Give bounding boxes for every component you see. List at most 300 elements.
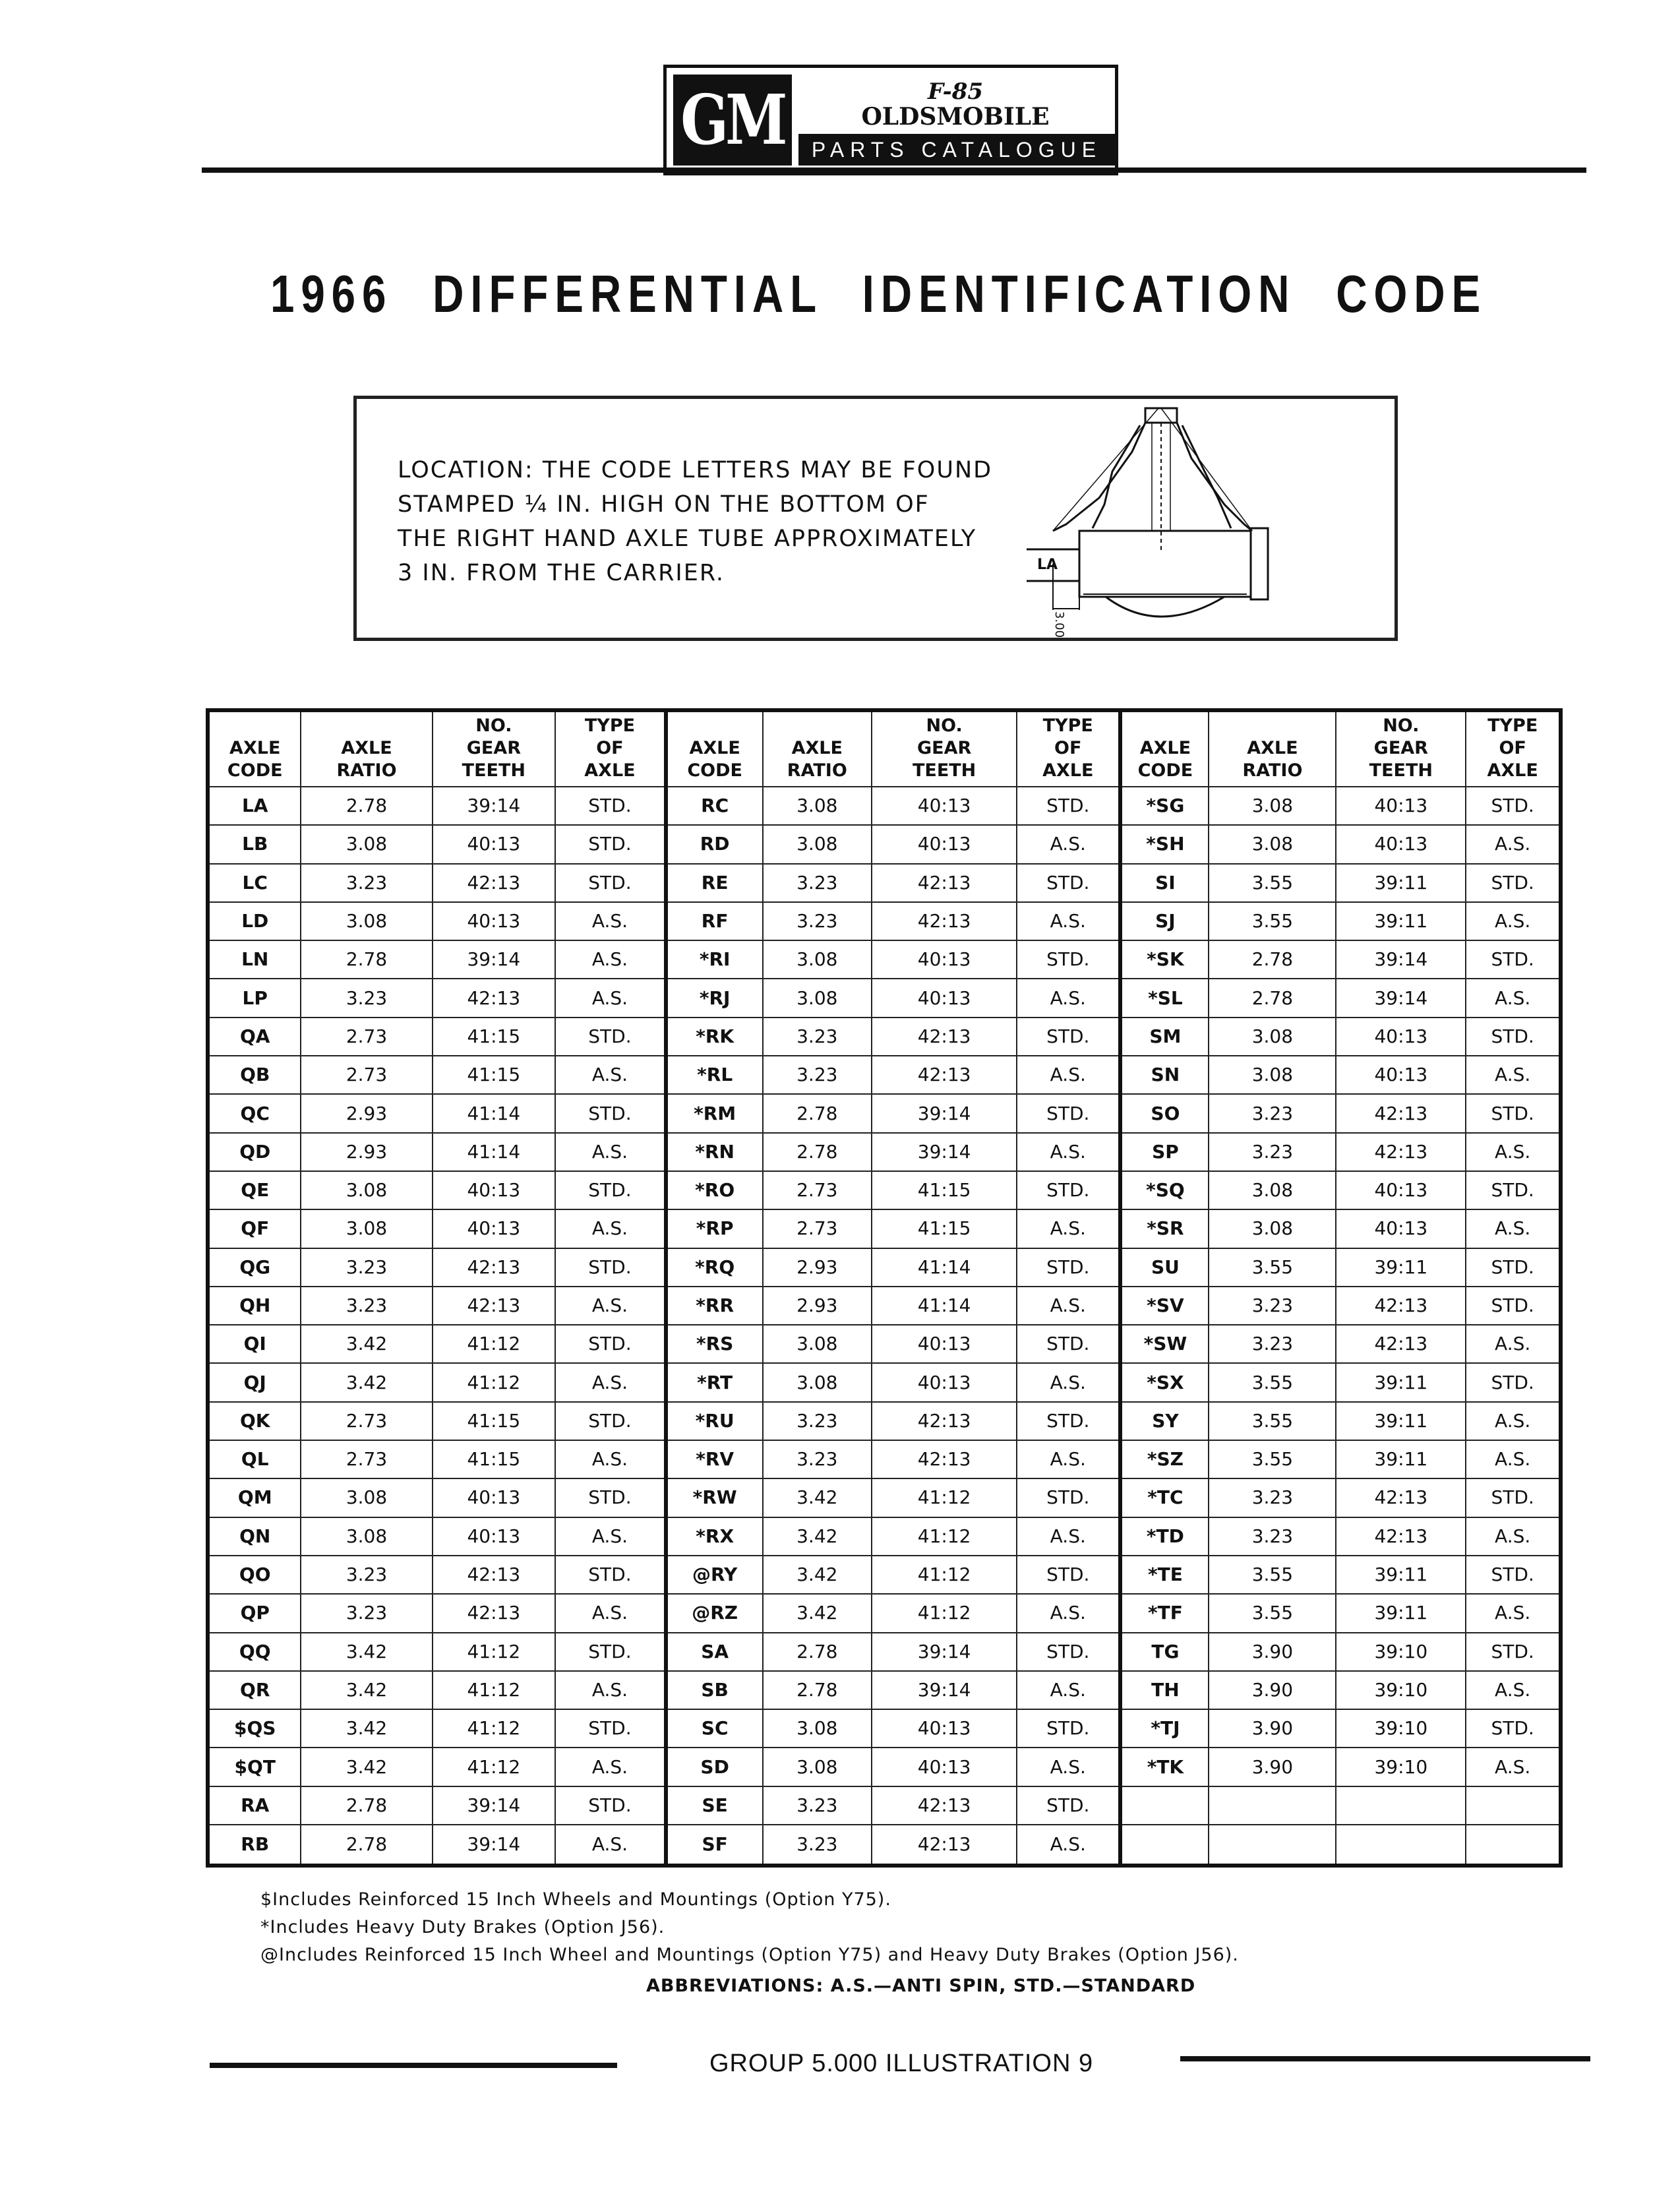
gear-teeth-cell: 40:13 <box>1336 787 1466 825</box>
gear-teeth-cell: 41:12 <box>872 1556 1017 1594</box>
column-header <box>872 710 1017 787</box>
column-header <box>1017 710 1120 787</box>
column-header-line: GEAR <box>916 738 972 758</box>
axle-type-cell: STD. <box>1466 1478 1561 1517</box>
axle-code-cell: *SX <box>1120 1363 1209 1401</box>
axle-code-cell: *RQ <box>666 1248 763 1287</box>
column-header-line: TYPE <box>584 715 636 736</box>
table-row <box>208 1825 1561 1866</box>
gear-teeth-cell: 40:13 <box>433 1478 556 1517</box>
axle-type-cell: STD. <box>1017 1171 1120 1209</box>
axle-type-cell <box>1466 1786 1561 1825</box>
axle-code-cell: *RU <box>666 1402 763 1440</box>
gear-teeth-cell: 40:13 <box>1336 825 1466 863</box>
axle-ratio-cell: 3.42 <box>763 1556 872 1594</box>
gear-teeth-cell: 42:13 <box>1336 1517 1466 1556</box>
axle-ratio-cell: 3.55 <box>1209 1440 1336 1478</box>
axle-code-cell: SN <box>1120 1056 1209 1094</box>
axle-type-cell: A.S. <box>555 1363 666 1401</box>
axle-code-cell: LN <box>208 940 301 979</box>
axle-code-cell: QQ <box>208 1633 301 1671</box>
axle-ratio-cell: 2.93 <box>763 1287 872 1325</box>
gear-teeth-cell: 40:13 <box>1336 1056 1466 1094</box>
f85-logo-text: F-85 <box>927 78 984 105</box>
gear-teeth-cell: 40:13 <box>433 825 556 863</box>
axle-type-cell: A.S. <box>1466 979 1561 1017</box>
column-header-line: AXLE <box>689 738 740 758</box>
axle-code-cell: QD <box>208 1133 301 1171</box>
gear-teeth-cell: 41:12 <box>433 1633 556 1671</box>
axle-ratio-cell: 3.90 <box>1209 1671 1336 1709</box>
axle-ratio-cell: 3.08 <box>301 825 432 863</box>
axle-ratio-cell: 3.08 <box>763 825 872 863</box>
axle-type-cell: A.S. <box>1017 1056 1120 1094</box>
axle-ratio-cell: 3.08 <box>301 1209 432 1248</box>
axle-type-cell: STD. <box>1466 1363 1561 1401</box>
gear-teeth-cell: 40:13 <box>1336 1018 1466 1056</box>
gear-teeth-cell: 39:11 <box>1336 1248 1466 1287</box>
table-row <box>208 902 1561 940</box>
axle-ratio-cell: 2.78 <box>301 1825 432 1866</box>
gear-teeth-cell: 39:14 <box>433 940 556 979</box>
gear-teeth-cell: 42:13 <box>1336 1133 1466 1171</box>
gear-teeth-cell: 42:13 <box>872 902 1017 940</box>
column-header-line: RATIO <box>1242 760 1303 781</box>
axle-code-cell: *TC <box>1120 1478 1209 1517</box>
axle-ratio-cell: 3.42 <box>301 1325 432 1363</box>
axle-code-cell: @RZ <box>666 1594 763 1632</box>
table-row <box>208 1325 1561 1363</box>
axle-type-cell <box>1466 1825 1561 1866</box>
axle-ratio-cell: 3.42 <box>301 1671 432 1709</box>
gear-teeth-cell: 39:14 <box>872 1094 1017 1132</box>
axle-ratio-cell: 3.55 <box>1209 1556 1336 1594</box>
gear-teeth-cell: 42:13 <box>1336 1094 1466 1132</box>
column-header-line: AXLE <box>1487 760 1538 781</box>
gear-teeth-cell: 39:11 <box>1336 864 1466 902</box>
axle-type-cell: A.S. <box>1017 1209 1120 1248</box>
gear-teeth-cell: 41:15 <box>433 1440 556 1478</box>
table-row <box>208 940 1561 979</box>
location-line: 3 IN. FROM THE CARRIER. <box>398 560 725 586</box>
gear-teeth-cell: 39:14 <box>433 1825 556 1866</box>
axle-code-cell: *RR <box>666 1287 763 1325</box>
column-header-line: AXLE <box>1247 738 1298 758</box>
axle-code-cell: LB <box>208 825 301 863</box>
column-header-line: AXLE <box>791 738 843 758</box>
axle-type-cell: A.S. <box>1466 1325 1561 1363</box>
axle-code-cell: QK <box>208 1402 301 1440</box>
axle-ratio-cell: 3.42 <box>301 1363 432 1401</box>
axle-ratio-cell: 2.78 <box>301 1786 432 1825</box>
gear-teeth-cell: 39:10 <box>1336 1633 1466 1671</box>
axle-code-cell: *TD <box>1120 1517 1209 1556</box>
gear-teeth-cell: 40:13 <box>872 787 1017 825</box>
gear-teeth-cell: 42:13 <box>433 1556 556 1594</box>
axle-ratio-cell: 3.23 <box>763 1402 872 1440</box>
axle-code-cell: *RS <box>666 1325 763 1363</box>
axle-code-cell: QJ <box>208 1363 301 1401</box>
axle-code-cell: QO <box>208 1556 301 1594</box>
gear-teeth-cell: 42:13 <box>433 979 556 1017</box>
axle-type-cell: STD. <box>1466 1556 1561 1594</box>
column-header-line: NO. <box>475 715 512 736</box>
column-header-line: NO. <box>1383 715 1420 736</box>
axle-code-cell: RA <box>208 1786 301 1825</box>
gear-teeth-cell <box>1336 1825 1466 1866</box>
axle-ratio-cell: 2.78 <box>763 1671 872 1709</box>
axle-housing-diagram <box>1027 399 1396 638</box>
axle-ratio-cell: 3.55 <box>1209 1594 1336 1632</box>
footnote-at: @Includes Reinforced 15 Inch Wheel and Mountings (Option Y75) and Heavy Duty Brakes (Option J56). <box>260 1945 1239 1965</box>
axle-type-cell: A.S. <box>555 1209 666 1248</box>
column-header-line: RATIO <box>336 760 397 781</box>
column-header <box>433 710 556 787</box>
axle-code-cell: TH <box>1120 1671 1209 1709</box>
axle-code-cell: *SK <box>1120 940 1209 979</box>
column-header-line: AXLE <box>341 738 392 758</box>
gm-oldsmobile-logo <box>663 65 1118 175</box>
gear-teeth-cell: 39:14 <box>872 1633 1017 1671</box>
gear-teeth-cell: 40:13 <box>872 1748 1017 1786</box>
axle-code-cell: *TJ <box>1120 1709 1209 1748</box>
axle-type-cell: A.S. <box>1466 1748 1561 1786</box>
axle-code-cell: SO <box>1120 1094 1209 1132</box>
table-row <box>208 1671 1561 1709</box>
gear-teeth-cell: 39:14 <box>872 1133 1017 1171</box>
table-row <box>208 1056 1561 1094</box>
axle-code-cell: RD <box>666 825 763 863</box>
axle-code-cell: *RX <box>666 1517 763 1556</box>
gear-teeth-cell <box>1336 1786 1466 1825</box>
axle-type-cell: STD. <box>555 1018 666 1056</box>
axle-code-cell: SB <box>666 1671 763 1709</box>
axle-code-cell: *TE <box>1120 1556 1209 1594</box>
column-header <box>301 710 432 787</box>
axle-type-cell: A.S. <box>1466 1402 1561 1440</box>
axle-type-cell: A.S. <box>1017 902 1120 940</box>
axle-type-cell: A.S. <box>1017 1287 1120 1325</box>
gear-teeth-cell: 41:15 <box>433 1018 556 1056</box>
footer-caption: GROUP 5.000 ILLUSTRATION 9 <box>709 2050 1094 2077</box>
axle-type-cell: A.S. <box>1017 1517 1120 1556</box>
footer-rule-right <box>1180 2056 1590 2061</box>
gear-teeth-cell: 42:13 <box>872 1440 1017 1478</box>
axle-type-cell: A.S. <box>1017 1825 1120 1866</box>
axle-ratio-cell: 3.90 <box>1209 1748 1336 1786</box>
axle-type-cell: STD. <box>555 1325 666 1363</box>
axle-ratio-cell: 3.23 <box>1209 1325 1336 1363</box>
axle-type-cell: STD. <box>1017 940 1120 979</box>
gear-teeth-cell: 40:13 <box>872 1363 1017 1401</box>
axle-code-cell: *RV <box>666 1440 763 1478</box>
axle-code-cell <box>1120 1825 1209 1866</box>
gear-teeth-cell: 40:13 <box>872 1325 1017 1363</box>
axle-type-cell: A.S. <box>555 979 666 1017</box>
gear-teeth-cell: 40:13 <box>872 1709 1017 1748</box>
gear-teeth-cell: 40:13 <box>433 1209 556 1248</box>
column-header-line: TYPE <box>1487 715 1538 736</box>
axle-ratio-cell: 2.78 <box>301 787 432 825</box>
gear-teeth-cell: 40:13 <box>1336 1171 1466 1209</box>
gear-teeth-cell: 42:13 <box>872 864 1017 902</box>
column-header-line: GEAR <box>1373 738 1428 758</box>
axle-code-cell: *RO <box>666 1171 763 1209</box>
axle-code-cell: QM <box>208 1478 301 1517</box>
table-row <box>208 1556 1561 1594</box>
table-row <box>208 1594 1561 1632</box>
column-header-line: OF <box>1054 738 1082 758</box>
axle-ratio-cell: 2.93 <box>763 1248 872 1287</box>
axle-code-cell: SJ <box>1120 902 1209 940</box>
axle-ratio-cell: 3.23 <box>1209 1287 1336 1325</box>
axle-code-cell: QC <box>208 1094 301 1132</box>
axle-ratio-cell: 3.08 <box>1209 1171 1336 1209</box>
parts-catalogue-band: PARTS CATALOGUE <box>798 134 1115 166</box>
axle-ratio-cell: 2.73 <box>763 1209 872 1248</box>
axle-ratio-cell: 3.08 <box>763 787 872 825</box>
gear-teeth-cell: 40:13 <box>1336 1209 1466 1248</box>
gear-teeth-cell: 41:12 <box>872 1478 1017 1517</box>
column-header-line: CODE <box>227 760 283 781</box>
axle-type-cell: STD. <box>555 1248 666 1287</box>
axle-ratio-cell <box>1209 1786 1336 1825</box>
column-header-line: CODE <box>687 760 742 781</box>
table-row <box>208 1748 1561 1786</box>
gear-teeth-cell: 39:11 <box>1336 1440 1466 1478</box>
gear-teeth-cell: 41:12 <box>433 1748 556 1786</box>
axle-code-cell: QH <box>208 1287 301 1325</box>
axle-type-cell: STD. <box>555 864 666 902</box>
axle-ratio-cell: 3.08 <box>1209 1018 1336 1056</box>
axle-ratio-cell: 3.08 <box>763 1363 872 1401</box>
axle-ratio-cell: 3.08 <box>763 979 872 1017</box>
diagram-dimension-label: 3.00 <box>1052 611 1066 638</box>
axle-type-cell: A.S. <box>1017 1363 1120 1401</box>
axle-code-cell: QI <box>208 1325 301 1363</box>
axle-ratio-cell: 3.42 <box>763 1594 872 1632</box>
gear-teeth-cell: 42:13 <box>433 1248 556 1287</box>
axle-code-cell: SF <box>666 1825 763 1866</box>
axle-type-cell: STD. <box>1466 940 1561 979</box>
gear-teeth-cell: 42:13 <box>1336 1287 1466 1325</box>
column-header-line: OF <box>1499 738 1526 758</box>
column-header-line: AXLE <box>1139 738 1191 758</box>
axle-code-cell: SD <box>666 1748 763 1786</box>
gear-teeth-cell: 40:13 <box>433 1171 556 1209</box>
axle-code-cell: LD <box>208 902 301 940</box>
axle-type-cell: STD. <box>1017 1633 1120 1671</box>
gear-teeth-cell: 40:13 <box>433 1517 556 1556</box>
differential-code-table <box>206 708 1563 1868</box>
oldsmobile-catalogue-badge <box>802 75 1108 166</box>
table-row <box>208 1018 1561 1056</box>
axle-type-cell: STD. <box>1017 1709 1120 1748</box>
axle-code-cell: SP <box>1120 1133 1209 1171</box>
axle-type-cell: A.S. <box>1466 1133 1561 1171</box>
axle-ratio-cell: 2.93 <box>301 1133 432 1171</box>
axle-code-cell: *SH <box>1120 825 1209 863</box>
axle-type-cell: STD. <box>555 1402 666 1440</box>
axle-ratio-cell: 3.42 <box>301 1748 432 1786</box>
axle-type-cell: A.S. <box>1017 1133 1120 1171</box>
gear-teeth-cell: 41:14 <box>433 1094 556 1132</box>
axle-type-cell: A.S. <box>1017 825 1120 863</box>
axle-type-cell: STD. <box>555 1786 666 1825</box>
location-line: LOCATION: THE CODE LETTERS MAY BE FOUND <box>398 457 993 483</box>
column-header <box>1120 710 1209 787</box>
axle-type-cell: STD. <box>555 1709 666 1748</box>
gear-teeth-cell: 41:12 <box>433 1709 556 1748</box>
table-row <box>208 1478 1561 1517</box>
axle-ratio-cell: 3.55 <box>1209 902 1336 940</box>
axle-ratio-cell: 3.23 <box>1209 1094 1336 1132</box>
axle-type-cell: STD. <box>555 1633 666 1671</box>
axle-type-cell: A.S. <box>555 1133 666 1171</box>
axle-type-cell: STD. <box>555 1094 666 1132</box>
gear-teeth-cell: 39:14 <box>433 1786 556 1825</box>
axle-code-cell: SM <box>1120 1018 1209 1056</box>
footer-rule-left <box>210 2063 617 2068</box>
axle-ratio-cell: 3.23 <box>763 1056 872 1094</box>
column-header-line: CODE <box>1137 760 1193 781</box>
gear-teeth-cell: 41:12 <box>433 1363 556 1401</box>
column-header <box>1336 710 1466 787</box>
axle-type-cell: STD. <box>1017 1556 1120 1594</box>
gear-teeth-cell: 42:13 <box>433 864 556 902</box>
gear-teeth-cell: 41:15 <box>433 1056 556 1094</box>
table-row <box>208 1402 1561 1440</box>
axle-ratio-cell: 2.73 <box>301 1440 432 1478</box>
axle-type-cell: A.S. <box>555 1517 666 1556</box>
axle-code-cell: TG <box>1120 1633 1209 1671</box>
table-row <box>208 787 1561 825</box>
axle-type-cell: STD. <box>1017 1325 1120 1363</box>
table-body <box>208 787 1561 1866</box>
column-header <box>666 710 763 787</box>
axle-type-cell: A.S. <box>555 1056 666 1094</box>
axle-code-cell: QP <box>208 1594 301 1632</box>
axle-type-cell: A.S. <box>1466 1671 1561 1709</box>
axle-type-cell: STD. <box>1017 1018 1120 1056</box>
axle-code-cell: QR <box>208 1671 301 1709</box>
axle-code-cell: SU <box>1120 1248 1209 1287</box>
page-title: 1966 DIFFERENTIAL IDENTIFICATION CODE <box>270 264 1487 323</box>
gear-teeth-cell: 41:12 <box>433 1671 556 1709</box>
axle-code-cell: LA <box>208 787 301 825</box>
axle-ratio-cell: 3.08 <box>1209 787 1336 825</box>
diagram-code-label: LA <box>1037 557 1058 573</box>
axle-type-cell: A.S. <box>555 1671 666 1709</box>
location-note-box <box>353 396 1398 641</box>
column-header-line: AXLE <box>584 760 636 781</box>
gear-teeth-cell: 41:15 <box>433 1402 556 1440</box>
gear-teeth-cell: 39:11 <box>1336 1402 1466 1440</box>
axle-code-cell: @RY <box>666 1556 763 1594</box>
axle-ratio-cell: 3.08 <box>1209 1209 1336 1248</box>
table-row <box>208 1287 1561 1325</box>
gear-teeth-cell: 41:12 <box>872 1517 1017 1556</box>
axle-code-cell: RF <box>666 902 763 940</box>
axle-type-cell: STD. <box>1466 1709 1561 1748</box>
column-header-line: TEETH <box>1369 760 1433 781</box>
axle-ratio-cell: 2.78 <box>301 940 432 979</box>
abbreviations-line: ABBREVIATIONS: A.S.—ANTI SPIN, STD.—STANDARD <box>646 1976 1196 1996</box>
axle-code-cell: SC <box>666 1709 763 1748</box>
gear-teeth-cell: 39:14 <box>1336 940 1466 979</box>
column-header-line: NO. <box>926 715 963 736</box>
table-row <box>208 1440 1561 1478</box>
axle-type-cell: A.S. <box>555 1594 666 1632</box>
axle-ratio-cell: 3.23 <box>301 864 432 902</box>
axle-type-cell: STD. <box>1466 1248 1561 1287</box>
column-header-line: TEETH <box>462 760 525 781</box>
location-line: STAMPED ¼ IN. HIGH ON THE BOTTOM OF <box>398 491 930 518</box>
axle-ratio-cell: 3.23 <box>301 979 432 1017</box>
gear-teeth-cell: 42:13 <box>1336 1325 1466 1363</box>
axle-ratio-cell: 3.55 <box>1209 1248 1336 1287</box>
axle-ratio-cell: 3.23 <box>1209 1133 1336 1171</box>
axle-type-cell: A.S. <box>1466 1594 1561 1632</box>
axle-ratio-cell: 3.42 <box>301 1709 432 1748</box>
table-row <box>208 1517 1561 1556</box>
axle-code-cell: *SG <box>1120 787 1209 825</box>
axle-type-cell: A.S. <box>1017 1671 1120 1709</box>
table-row <box>208 1248 1561 1287</box>
axle-ratio-cell: 2.73 <box>301 1056 432 1094</box>
axle-code-cell: *TF <box>1120 1594 1209 1632</box>
axle-type-cell: STD. <box>1017 787 1120 825</box>
axle-code-cell: $QS <box>208 1709 301 1748</box>
axle-type-cell: A.S. <box>1017 1594 1120 1632</box>
gear-teeth-cell: 42:13 <box>1336 1478 1466 1517</box>
axle-ratio-cell: 3.23 <box>1209 1478 1336 1517</box>
axle-code-cell: RC <box>666 787 763 825</box>
column-header-line: GEAR <box>466 738 521 758</box>
column-header-line: TEETH <box>912 760 976 781</box>
axle-type-cell: A.S. <box>1017 979 1120 1017</box>
axle-type-cell: A.S. <box>1466 1209 1561 1248</box>
axle-code-cell: LP <box>208 979 301 1017</box>
axle-code-cell: QF <box>208 1209 301 1248</box>
axle-type-cell: STD. <box>1466 1094 1561 1132</box>
axle-ratio-cell: 3.23 <box>1209 1517 1336 1556</box>
axle-ratio-cell: 3.42 <box>763 1478 872 1517</box>
table-row <box>208 1209 1561 1248</box>
column-header-line: TYPE <box>1042 715 1093 736</box>
gear-teeth-cell: 42:13 <box>872 1018 1017 1056</box>
axle-ratio-cell: 3.08 <box>301 902 432 940</box>
table-row <box>208 1786 1561 1825</box>
column-header <box>1466 710 1561 787</box>
gear-teeth-cell: 42:13 <box>872 1402 1017 1440</box>
axle-ratio-cell: 3.55 <box>1209 1402 1336 1440</box>
column-header <box>555 710 666 787</box>
axle-type-cell: A.S. <box>555 1440 666 1478</box>
gear-teeth-cell: 39:11 <box>1336 902 1466 940</box>
table-row <box>208 1094 1561 1132</box>
column-header <box>763 710 872 787</box>
axle-code-cell: LC <box>208 864 301 902</box>
axle-ratio-cell: 3.90 <box>1209 1709 1336 1748</box>
table-header-row <box>208 710 1561 787</box>
axle-ratio-cell: 3.08 <box>301 1171 432 1209</box>
axle-ratio-cell: 3.08 <box>763 1748 872 1786</box>
table-row <box>208 825 1561 863</box>
axle-ratio-cell: 2.73 <box>301 1018 432 1056</box>
axle-ratio-cell: 3.42 <box>301 1633 432 1671</box>
gear-teeth-cell: 41:12 <box>872 1594 1017 1632</box>
